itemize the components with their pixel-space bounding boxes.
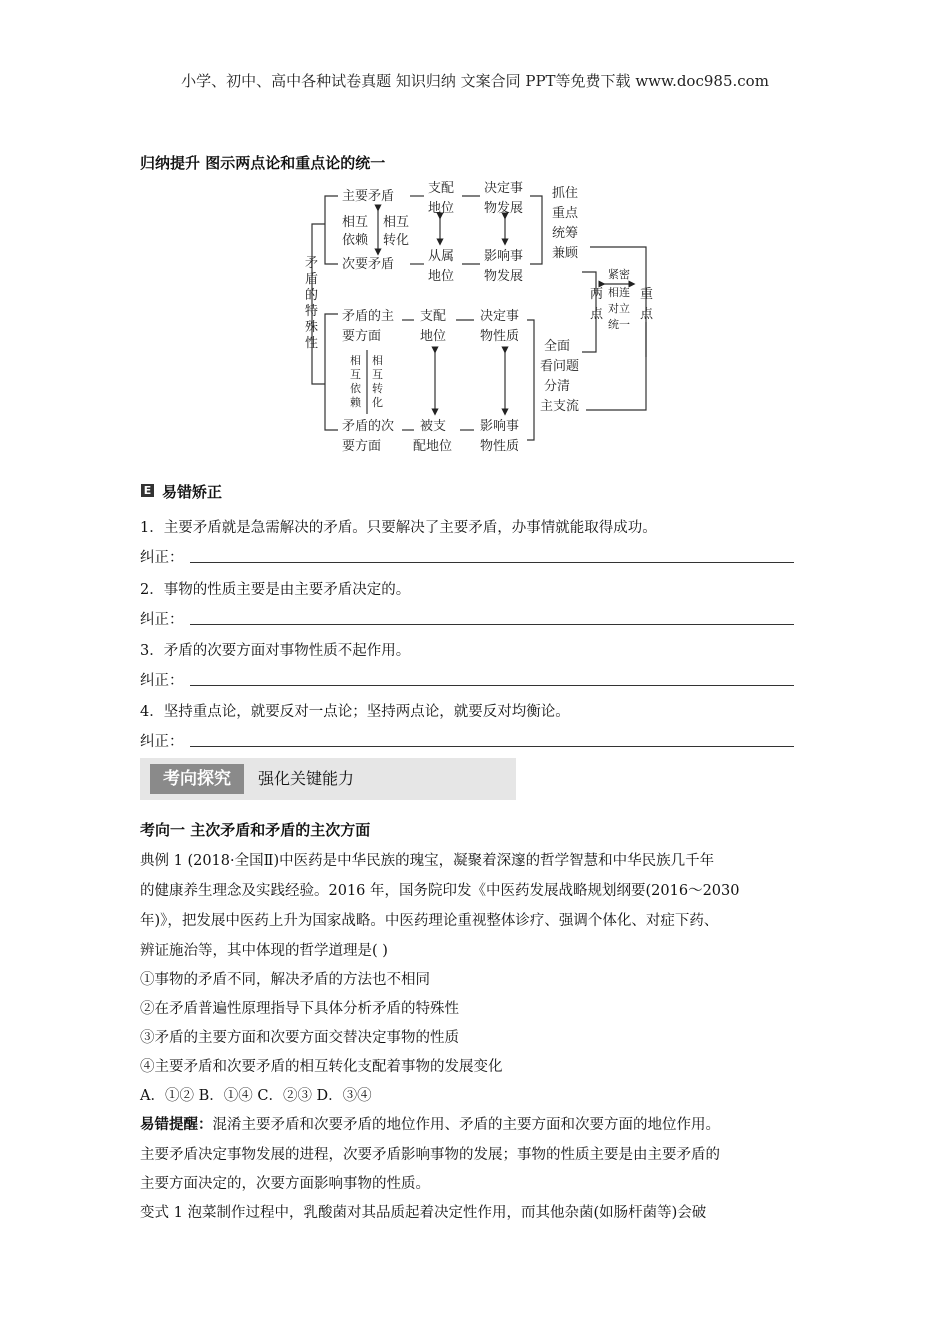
correction-label-1: 纠正： [140, 550, 184, 566]
correction-line-2 [190, 624, 794, 625]
unity-2: 相连 [608, 286, 630, 299]
two-points-a: 两 [590, 287, 604, 302]
unity-3: 对立 [608, 302, 630, 315]
mutual-trans-1a: 相互 [383, 215, 410, 230]
mutual-dep-1b: 依赖 [342, 233, 369, 248]
example-line-1: 典例 1 (2018·全国Ⅱ)中医药是中华民族的瑰宝，凝聚着深邃的哲学智慧和中华民族几千年 [140, 853, 715, 869]
dominant-pos-1b: 地位 [428, 201, 455, 216]
decides-dev-b: 物发展 [484, 201, 524, 216]
option-3: ③矛盾的主要方面和次要方面交替决定事物的性质 [140, 1030, 459, 1046]
correction-label-2: 纠正： [140, 612, 184, 628]
affects-dev-a: 影响事 [484, 249, 524, 264]
overall-view-1: 全面 [544, 339, 571, 354]
correction-line-4 [190, 746, 794, 747]
mutual-dep-2c: 依 [350, 382, 361, 395]
banner-tab: 考向探究 [150, 764, 244, 794]
overall-view-4: 主支流 [540, 399, 580, 414]
error-badge-icon: E [141, 484, 154, 497]
side-label-1: 矛 [305, 256, 319, 271]
tip-line-3: 主要方面决定的，次要方面影响事物的性质。 [140, 1176, 430, 1192]
example-line-4: 辨证施治等，其中体现的哲学道理是( ) [140, 943, 388, 959]
errors-title: 易错矫正 [162, 483, 223, 501]
mutual-trans-2c: 转 [372, 382, 383, 395]
secondary-contradiction: 次要矛盾 [342, 257, 395, 272]
overall-view-3: 分清 [544, 379, 571, 394]
option-1: ①事物的矛盾不同，解决矛盾的方法也不相同 [140, 972, 430, 988]
variant-line: 变式 1 泡菜制作过程中，乳酸菌对其品质起着决定性作用，而其他杂菌(如肠杆菌等)会破 [140, 1205, 707, 1221]
decides-nature-b: 物性质 [480, 329, 520, 344]
two-points-diagram [290, 172, 670, 462]
side-label-4: 特 [305, 304, 319, 319]
main-aspect-b: 要方面 [342, 329, 382, 344]
answer-choices: A．①② B．①④ C．②③ D．③④ [140, 1088, 372, 1104]
example-line-3: 年)》，把发展中医药上升为国家战略。中医药理论重视整体诊疗、强调个体化、对症下药、 [140, 913, 719, 929]
banner-text: 强化关键能力 [258, 769, 355, 788]
page-header: 小学、初中、高中各种试卷真题 知识归纳 文案合同 PPT等免费下载 www.doc985.com [181, 72, 769, 90]
error-item-3: 3．矛盾的次要方面对事物性质不起作用。 [140, 643, 411, 659]
correction-label-4: 纠正： [140, 734, 184, 750]
subordinate-pos-b: 地位 [428, 269, 455, 284]
secondary-aspect-b: 要方面 [342, 439, 382, 454]
side-label-5: 殊 [305, 320, 319, 335]
key-point-a: 重 [640, 287, 654, 302]
grasp-focus-1: 抓住 [552, 186, 579, 201]
error-item-2: 2．事物的性质主要是由主要矛盾决定的。 [140, 582, 411, 598]
mutual-dep-2d: 赖 [350, 396, 361, 409]
decides-nature-a: 决定事 [480, 309, 520, 324]
dominant-pos-2b: 地位 [420, 329, 447, 344]
decides-dev-a: 决定事 [484, 181, 524, 196]
main-contradiction: 主要矛盾 [342, 189, 395, 204]
tip-line-1 [140, 1113, 720, 1134]
correction-line-3 [190, 685, 794, 686]
mutual-dep-2b: 互 [350, 368, 361, 381]
overall-view-2: 看问题 [540, 359, 580, 374]
top-bracket [325, 196, 338, 264]
dominant-pos-2a: 支配 [420, 309, 447, 324]
direction-title: 考向一 主次矛盾和矛盾的主次方面 [140, 821, 371, 839]
mutual-trans-1b: 转化 [383, 233, 410, 248]
dominated-pos-b: 配地位 [413, 439, 453, 454]
tip-label: 易错提醒： [140, 1116, 213, 1133]
affects-dev-b: 物发展 [484, 269, 524, 284]
correction-line-1 [190, 562, 794, 563]
grasp-focus-2: 重点 [552, 206, 579, 221]
mutual-dep-1a: 相互 [342, 215, 369, 230]
key-point-b: 点 [640, 307, 654, 322]
main-aspect-a: 矛盾的主 [342, 309, 395, 324]
option-2: ②在矛盾普遍性原理指导下具体分析矛盾的特殊性 [140, 1001, 459, 1017]
error-item-4: 4．坚持重点论，就要反对一点论；坚持两点论，就要反对均衡论。 [140, 704, 570, 720]
option-4: ④主要矛盾和次要矛盾的相互转化支配着事物的发展变化 [140, 1059, 503, 1075]
unity-4: 统一 [608, 318, 630, 331]
dominated-pos-a: 被支 [420, 419, 447, 434]
side-label-6: 性 [305, 336, 319, 351]
summary-title: 归纳提升 图示两点论和重点论的统一 [140, 154, 386, 172]
mutual-trans-2d: 化 [372, 396, 383, 409]
mutual-trans-2b: 互 [372, 368, 383, 381]
affects-nature-a: 影响事 [480, 419, 520, 434]
grasp-focus-3: 统筹 [552, 226, 579, 241]
mutual-trans-2a: 相 [372, 354, 383, 367]
unity-1: 紧密 [608, 268, 630, 281]
correction-label-3: 纠正： [140, 673, 184, 689]
dominant-pos-1a: 支配 [428, 181, 455, 196]
section-banner [140, 758, 516, 800]
mutual-dep-2a: 相 [350, 354, 361, 367]
subordinate-pos-a: 从属 [428, 249, 455, 264]
grasp-focus-4: 兼顾 [552, 246, 579, 261]
side-label-2: 盾 [305, 272, 319, 287]
secondary-aspect-a: 矛盾的次 [342, 419, 395, 434]
affects-nature-b: 物性质 [480, 439, 520, 454]
example-line-2: 的健康养生理念及实践经验。2016 年，国务院印发《中医药发展战略规划纲要(2016～2030 [140, 883, 740, 899]
tip-text-1: 混淆主要矛盾和次要矛盾的地位作用、矛盾的主要方面和次要方面的地位作用。 [212, 1117, 720, 1133]
two-points-b: 点 [590, 307, 604, 322]
error-item-1: 1．主要矛盾就是急需解决的矛盾。只要解决了主要矛盾，办事情就能取得成功。 [140, 520, 657, 536]
side-label-3: 的 [305, 288, 319, 303]
bottom-bracket [325, 314, 338, 430]
tip-line-2: 主要矛盾决定事物发展的进程，次要矛盾影响事物的发展；事物的性质主要是由主要矛盾的 [140, 1147, 720, 1163]
